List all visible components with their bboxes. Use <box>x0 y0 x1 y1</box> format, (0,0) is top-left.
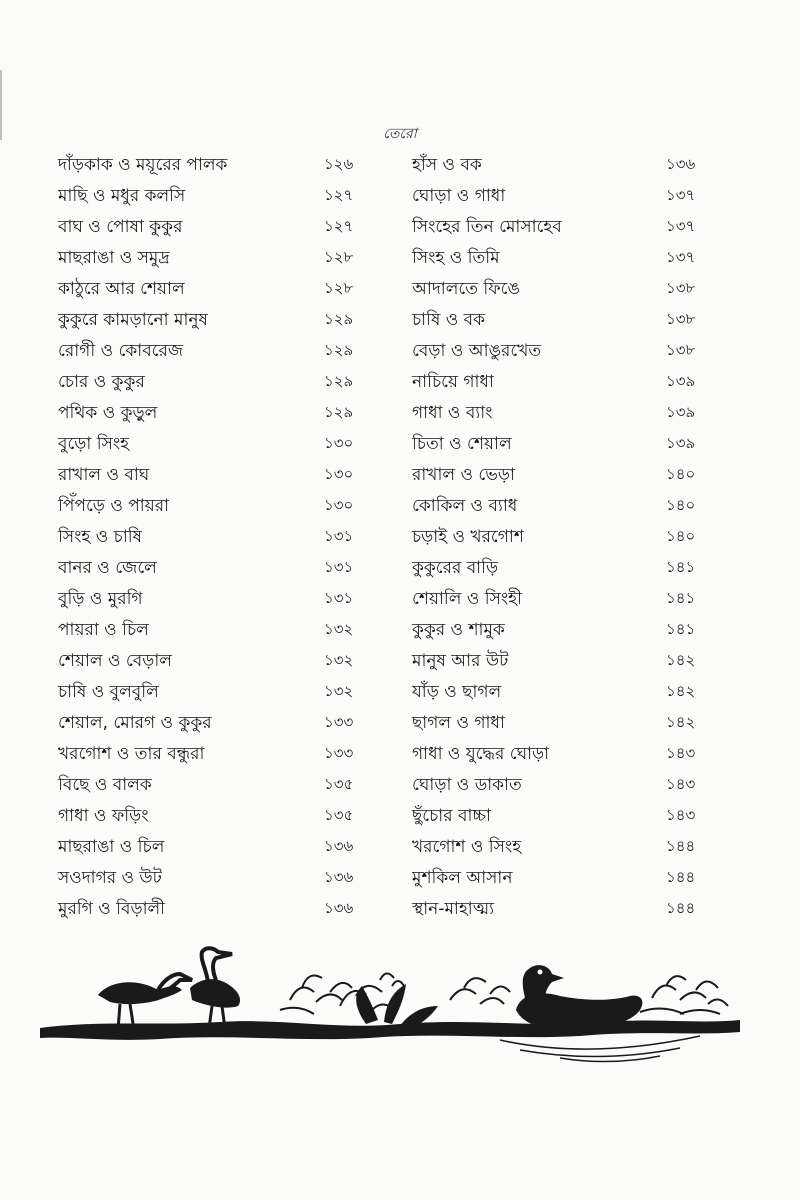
toc-entry-page: ১২৯ <box>324 403 354 421</box>
toc-entry-title: খরগোশ ও সিংহ <box>412 836 522 857</box>
pond-birds-illustration <box>40 940 740 1070</box>
toc-entry-title: চোর ও কুকুর <box>58 371 145 392</box>
toc-entry-page: ১৩৭ <box>666 186 696 204</box>
toc-entry-page: ১৩৮ <box>666 341 696 359</box>
toc-entry-title: কুকুরে কামড়ানো মানুষ <box>58 309 208 330</box>
toc-entry-title: বানর ও জেলে <box>58 557 157 578</box>
toc-entry-title: সিংহের তিন মোসাহেব <box>412 216 562 237</box>
toc-entry-title: বুড়ো সিংহ <box>58 433 130 454</box>
toc-entry-title: চাষি ও বুলবুলি <box>58 681 159 702</box>
toc-entry-title: আদালতে ফিঙে <box>412 278 520 299</box>
toc-entry-title: চিতা ও শেয়াল <box>412 433 512 454</box>
toc-row[interactable] <box>412 429 702 460</box>
page-number-header: তেরো <box>383 126 417 142</box>
toc-row[interactable] <box>412 770 702 801</box>
toc-row[interactable] <box>58 708 368 739</box>
toc-row[interactable] <box>58 894 368 925</box>
toc-entry-title: ছাগল ও গাধা <box>412 712 505 733</box>
toc-entry-title: বুড়ি ও মুরগি <box>58 588 143 609</box>
toc-row[interactable] <box>58 770 368 801</box>
toc-entry-page: ১৪২ <box>666 651 696 669</box>
toc-entry-page: ১৪৩ <box>666 806 696 824</box>
toc-row[interactable] <box>58 584 368 615</box>
reed-cluster <box>640 976 728 1014</box>
toc-entry-page: ১৩৫ <box>324 775 354 793</box>
toc-entry-title: শেয়াল ও বেড়াল <box>58 650 172 671</box>
toc-row[interactable] <box>58 398 368 429</box>
toc-entry-title: রাখাল ও বাঘ <box>58 464 150 485</box>
toc-entry-page: ১৩৮ <box>666 279 696 297</box>
toc-row[interactable] <box>58 491 368 522</box>
toc-entry-title: গাধা ও ফড়িং <box>58 805 149 826</box>
toc-row[interactable] <box>412 739 702 770</box>
toc-entry-title: বিছে ও বালক <box>58 774 152 795</box>
lily-plant <box>356 973 438 1030</box>
toc-row[interactable] <box>58 336 368 367</box>
toc-row[interactable] <box>412 801 702 832</box>
toc-entry-title: সিংহ ও চাষি <box>58 526 143 547</box>
toc-entry-page: ১৩২ <box>324 620 354 638</box>
toc-entry-title: কুকুর ও শামুক <box>412 619 505 640</box>
toc-entry-title: মাছরাঙা ও সমুদ্র <box>58 247 170 268</box>
toc-entry-title: মাছরাঙা ও চিল <box>58 836 165 857</box>
toc-entry-page: ১৪৩ <box>666 775 696 793</box>
toc-row[interactable] <box>412 522 702 553</box>
toc-entry-title: হাঁস ও বক <box>412 154 482 175</box>
toc-entry-page: ১২৭ <box>324 186 354 204</box>
toc-row[interactable] <box>412 305 702 336</box>
toc-row[interactable] <box>58 863 368 894</box>
toc-row[interactable] <box>412 212 702 243</box>
toc-entry-page: ১২৮ <box>324 279 354 297</box>
toc-row[interactable] <box>412 491 702 522</box>
toc-row[interactable] <box>58 274 368 305</box>
toc-entry-page: ১৪৪ <box>666 899 696 917</box>
toc-entry-page: ১৪০ <box>666 496 696 514</box>
toc-row[interactable] <box>412 274 702 305</box>
toc-entry-page: ১৪১ <box>666 558 696 576</box>
toc-entry-page: ১৩৬ <box>324 899 354 917</box>
toc-entry-title: রাখাল ও ভেড়া <box>412 464 515 485</box>
toc-entry-title: কুকুরের বাড়ি <box>412 557 499 578</box>
toc-row[interactable] <box>58 367 368 398</box>
toc-row[interactable] <box>412 460 702 491</box>
toc-row[interactable] <box>58 460 368 491</box>
toc-entry-title: পায়রা ও চিল <box>58 619 149 640</box>
toc-entry-page: ১৩৩ <box>324 713 354 731</box>
toc-row[interactable] <box>412 677 702 708</box>
toc-entry-page: ১৪২ <box>666 713 696 731</box>
toc-entry-title: নাচিয়ে গাধা <box>412 371 494 392</box>
toc-entry-title: চাষি ও বক <box>412 309 486 330</box>
toc-entry-page: ১৩৯ <box>666 434 696 452</box>
toc-entry-page: ১৩৩ <box>324 744 354 762</box>
toc-entry-page: ১৩৬ <box>666 155 696 173</box>
toc-entry-title: চড়াই ও খরগোশ <box>412 526 524 547</box>
toc-entry-title: ছুঁচোর বাচ্চা <box>412 805 491 826</box>
toc-row[interactable] <box>412 832 702 863</box>
toc-entry-page: ১২৮ <box>324 248 354 266</box>
toc-row[interactable] <box>58 522 368 553</box>
toc-entry-page: ১৩৫ <box>324 806 354 824</box>
toc-row[interactable] <box>412 398 702 429</box>
toc-entry-title: গাধা ও ব্যাং <box>412 402 493 423</box>
toc-entry-page: ১৩০ <box>324 496 354 514</box>
toc-entry-page: ১২৯ <box>324 310 354 328</box>
toc-entry-title: গাধা ও যুদ্ধের ঘোড়া <box>412 743 550 764</box>
toc-entry-title: বাঘ ও পোষা কুকুর <box>58 216 183 237</box>
toc-row[interactable] <box>58 243 368 274</box>
toc-row[interactable] <box>412 863 702 894</box>
toc-entry-title: সওদাগর ও উট <box>58 867 162 888</box>
toc-entry-page: ১৩৮ <box>666 310 696 328</box>
toc-row[interactable] <box>58 615 368 646</box>
reed-cluster <box>450 978 510 1004</box>
toc-entry-page: ১৩০ <box>324 434 354 452</box>
toc-row[interactable] <box>58 429 368 460</box>
toc-row[interactable] <box>412 584 702 615</box>
toc-row[interactable] <box>412 615 702 646</box>
toc-entry-title: মাছি ও মধুর কলসি <box>58 185 186 206</box>
toc-row[interactable] <box>412 367 702 398</box>
toc-entry-page: ১৪০ <box>666 527 696 545</box>
toc-entry-title: স্থান-মাহাত্ম্য <box>412 898 495 919</box>
toc-entry-title: খরগোশ ও তার বন্ধুরা <box>58 743 205 764</box>
toc-entry-page: ১৪৪ <box>666 837 696 855</box>
toc-entry-title: যাঁড় ও ছাগল <box>412 681 502 702</box>
toc-row[interactable] <box>58 553 368 584</box>
toc-entry-title: কাঠুরে আর শেয়াল <box>58 278 185 299</box>
toc-entry-title: মুরগি ও বিড়ালী <box>58 898 166 919</box>
toc-entry-page: ১২৯ <box>324 372 354 390</box>
toc-entry-page: ১৩২ <box>324 682 354 700</box>
toc-row[interactable] <box>412 243 702 274</box>
toc-entry-title: রোগী ও কোবরেজ <box>58 340 184 361</box>
toc-entry-page: ১৪৪ <box>666 868 696 886</box>
toc-row[interactable] <box>58 305 368 336</box>
toc-entry-title: বেড়া ও আঙুরখেত <box>412 340 542 361</box>
toc-row[interactable] <box>412 336 702 367</box>
toc-entry-title: মানুষ আর উট <box>412 650 509 671</box>
toc-entry-page: ১৩৯ <box>666 403 696 421</box>
toc-row[interactable] <box>58 739 368 770</box>
toc-entry-title: শেয়ালি ও সিংহী <box>412 588 522 609</box>
toc-entry-title: পিঁপড়ে ও পায়রা <box>58 495 169 516</box>
toc-entry-page: ১৩১ <box>324 558 354 576</box>
toc-row[interactable] <box>412 181 702 212</box>
toc-entry-title: দাঁড়কাক ও ময়ূরের পালক <box>58 154 228 175</box>
toc-entry-page: ১৩৭ <box>666 217 696 235</box>
toc-entry-title: কোকিল ও ব্যাধ <box>412 495 518 516</box>
toc-row[interactable] <box>58 150 368 181</box>
toc-entry-page: ১৪১ <box>666 589 696 607</box>
toc-left-column <box>58 150 368 925</box>
heron-drinking <box>98 974 192 1030</box>
toc-row[interactable] <box>412 553 702 584</box>
toc-entry-page: ১৩০ <box>324 465 354 483</box>
toc-row[interactable] <box>412 708 702 739</box>
reed-cluster <box>280 976 396 1014</box>
toc-entry-page: ১৪২ <box>666 682 696 700</box>
toc-row[interactable] <box>58 677 368 708</box>
toc-entry-title: ঘোড়া ও গাধা <box>412 185 506 206</box>
toc-entry-page: ১৩৬ <box>324 837 354 855</box>
toc-row[interactable] <box>412 150 702 181</box>
toc-entry-page: ১৩৬ <box>324 868 354 886</box>
toc-entry-page: ১২৭ <box>324 217 354 235</box>
toc-entry-title: পথিক ও কুড়ুল <box>58 402 158 423</box>
toc-row[interactable] <box>58 212 368 243</box>
toc-entry-page: ১৩৯ <box>666 372 696 390</box>
toc-entry-page: ১৩৭ <box>666 248 696 266</box>
toc-row[interactable] <box>412 894 702 925</box>
toc-row[interactable] <box>412 646 702 677</box>
toc-entry-title: মুশকিল আসান <box>412 867 513 888</box>
toc-entry-page: ১৩১ <box>324 589 354 607</box>
toc-entry-page: ১২৯ <box>324 341 354 359</box>
toc-entry-page: ১৩১ <box>324 527 354 545</box>
toc-row[interactable] <box>58 801 368 832</box>
toc-right-column <box>412 150 702 925</box>
toc-row[interactable] <box>58 646 368 677</box>
toc-entry-page: ১৪১ <box>666 620 696 638</box>
toc-row[interactable] <box>58 832 368 863</box>
toc-entry-title: সিংহ ও তিমি <box>412 247 500 268</box>
toc-entry-page: ১৩২ <box>324 651 354 669</box>
toc-entry-page: ১৪৩ <box>666 744 696 762</box>
toc-entry-page: ১২৬ <box>324 155 354 173</box>
toc-entry-title: শেয়াল, মোরগ ও কুকুর <box>58 712 212 733</box>
toc-entry-page: ১৪০ <box>666 465 696 483</box>
toc-row[interactable] <box>58 181 368 212</box>
toc-entry-title: ঘোড়া ও ডাকাত <box>412 774 522 795</box>
